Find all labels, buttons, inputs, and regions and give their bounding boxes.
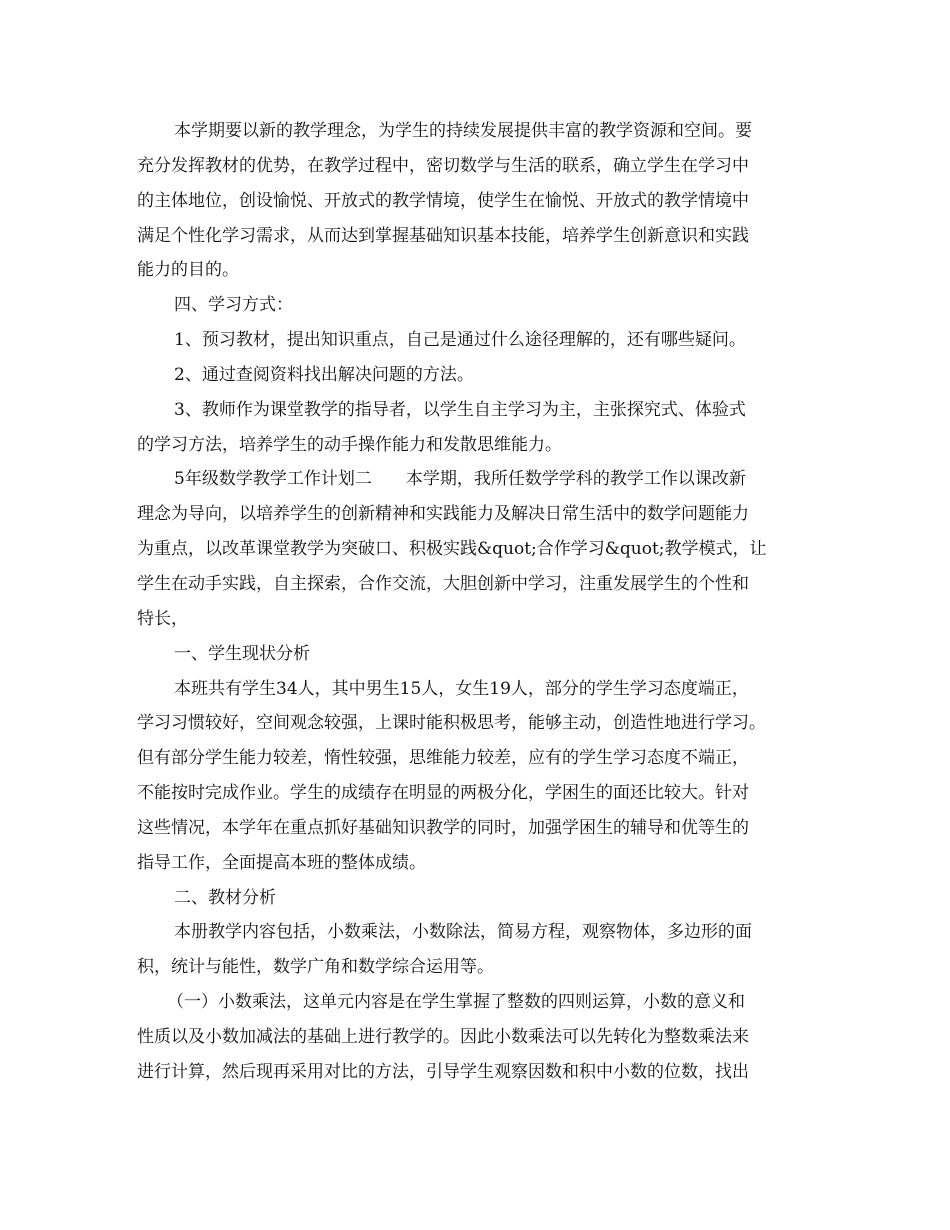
paragraph-line: 性质以及小数加减法的基础上进行教学的。因此小数乘法可以先转化为整数乘法来 xyxy=(137,1026,749,1047)
paragraph-line: 5年级数学教学工作计划二 本学期，我所任数学学科的教学工作以课改新 xyxy=(174,469,746,490)
paragraph-line: 这些情况，本学年在重点抓好基础知识教学的同时，加强学困生的辅导和优等生的 xyxy=(137,817,749,838)
paragraph-line: 的主体地位，创设愉悦、开放式的教学情境，使学生在愉悦、开放式的教学情境中 xyxy=(137,190,749,211)
paragraph-line: 学习习惯较好，空间观念较强，上课时能积极思考，能够主动，创造性地进行学习。 xyxy=(137,713,766,734)
list-item: 1、预习教材，提出知识重点，自己是通过什么途径理解的，还有哪些疑问。 xyxy=(174,330,746,351)
paragraph-line: 本学期要以新的教学理念，为学生的持续发展提供丰富的教学资源和空间。要 xyxy=(174,121,752,141)
paragraph-line: 但有部分学生能力较差，惰性较强，思维能力较差，应有的学生学习态度不端正， xyxy=(137,748,749,769)
section-heading: 四、学习方式： xyxy=(174,295,293,316)
paragraph-line: 指导工作，全面提高本班的整体成绩。 xyxy=(137,852,426,873)
paragraph-line: 能力的目的。 xyxy=(137,260,239,281)
paragraph-line: 学生在动手实践，自主探索，合作交流，大胆创新中学习，注重发展学生的个性和 xyxy=(137,573,749,594)
paragraph-line: 满足个性化学习需求，从而达到掌握基础知识基本技能，培养学生创新意识和实践 xyxy=(137,225,749,246)
paragraph-line: 理念为导向，以培养学生的创新精神和实践能力及解决日常生活中的数学问题能力 xyxy=(137,504,749,525)
paragraph-line: 积，统计与能性，数学广角和数学综合运用等。 xyxy=(137,957,494,978)
paragraph-line: 进行计算，然后现再采用对比的方法，引导学生观察因数和积中小数的位数，找出 xyxy=(137,1061,749,1082)
paragraph-line: 本册教学内容包括，小数乘法，小数除法，简易方程，观察物体，多边形的面 xyxy=(174,922,752,943)
paragraph-line: 本班共有学生34人，其中男生15人，女生19人，部分的学生学习态度端正， xyxy=(174,678,749,699)
paragraph-line: （一）小数乘法，这单元内容是在学生掌握了整数的四则运算，小数的意义和 xyxy=(167,992,745,1013)
list-item: 3、教师作为课堂教学的指导者，以学生自主学习为主，主张探究式、体验式 xyxy=(174,399,746,420)
paragraph-line: 充分发挥教材的优势，在教学过程中，密切数学与生活的联系，确立学生在学习中 xyxy=(137,155,749,176)
list-item: 2、通过查阅资料找出解决问题的方法。 xyxy=(174,364,474,385)
paragraph-line: 不能按时完成作业。学生的成绩存在明显的两极分化，学困生的面还比较大。针对 xyxy=(137,783,749,804)
section-heading: 二、教材分析 xyxy=(174,887,276,908)
paragraph-line: 为重点，以改革课堂教学为突破口、积极实践&quot;合作学习&quot;教学模式，让 xyxy=(137,539,767,560)
paragraph-line: 的学习方法，培养学生的动手操作能力和发散思维能力。 xyxy=(137,434,562,455)
section-heading: 一、学生现状分析 xyxy=(174,643,310,664)
document-body xyxy=(137,114,827,1090)
paragraph-line: 特长， xyxy=(137,608,188,629)
